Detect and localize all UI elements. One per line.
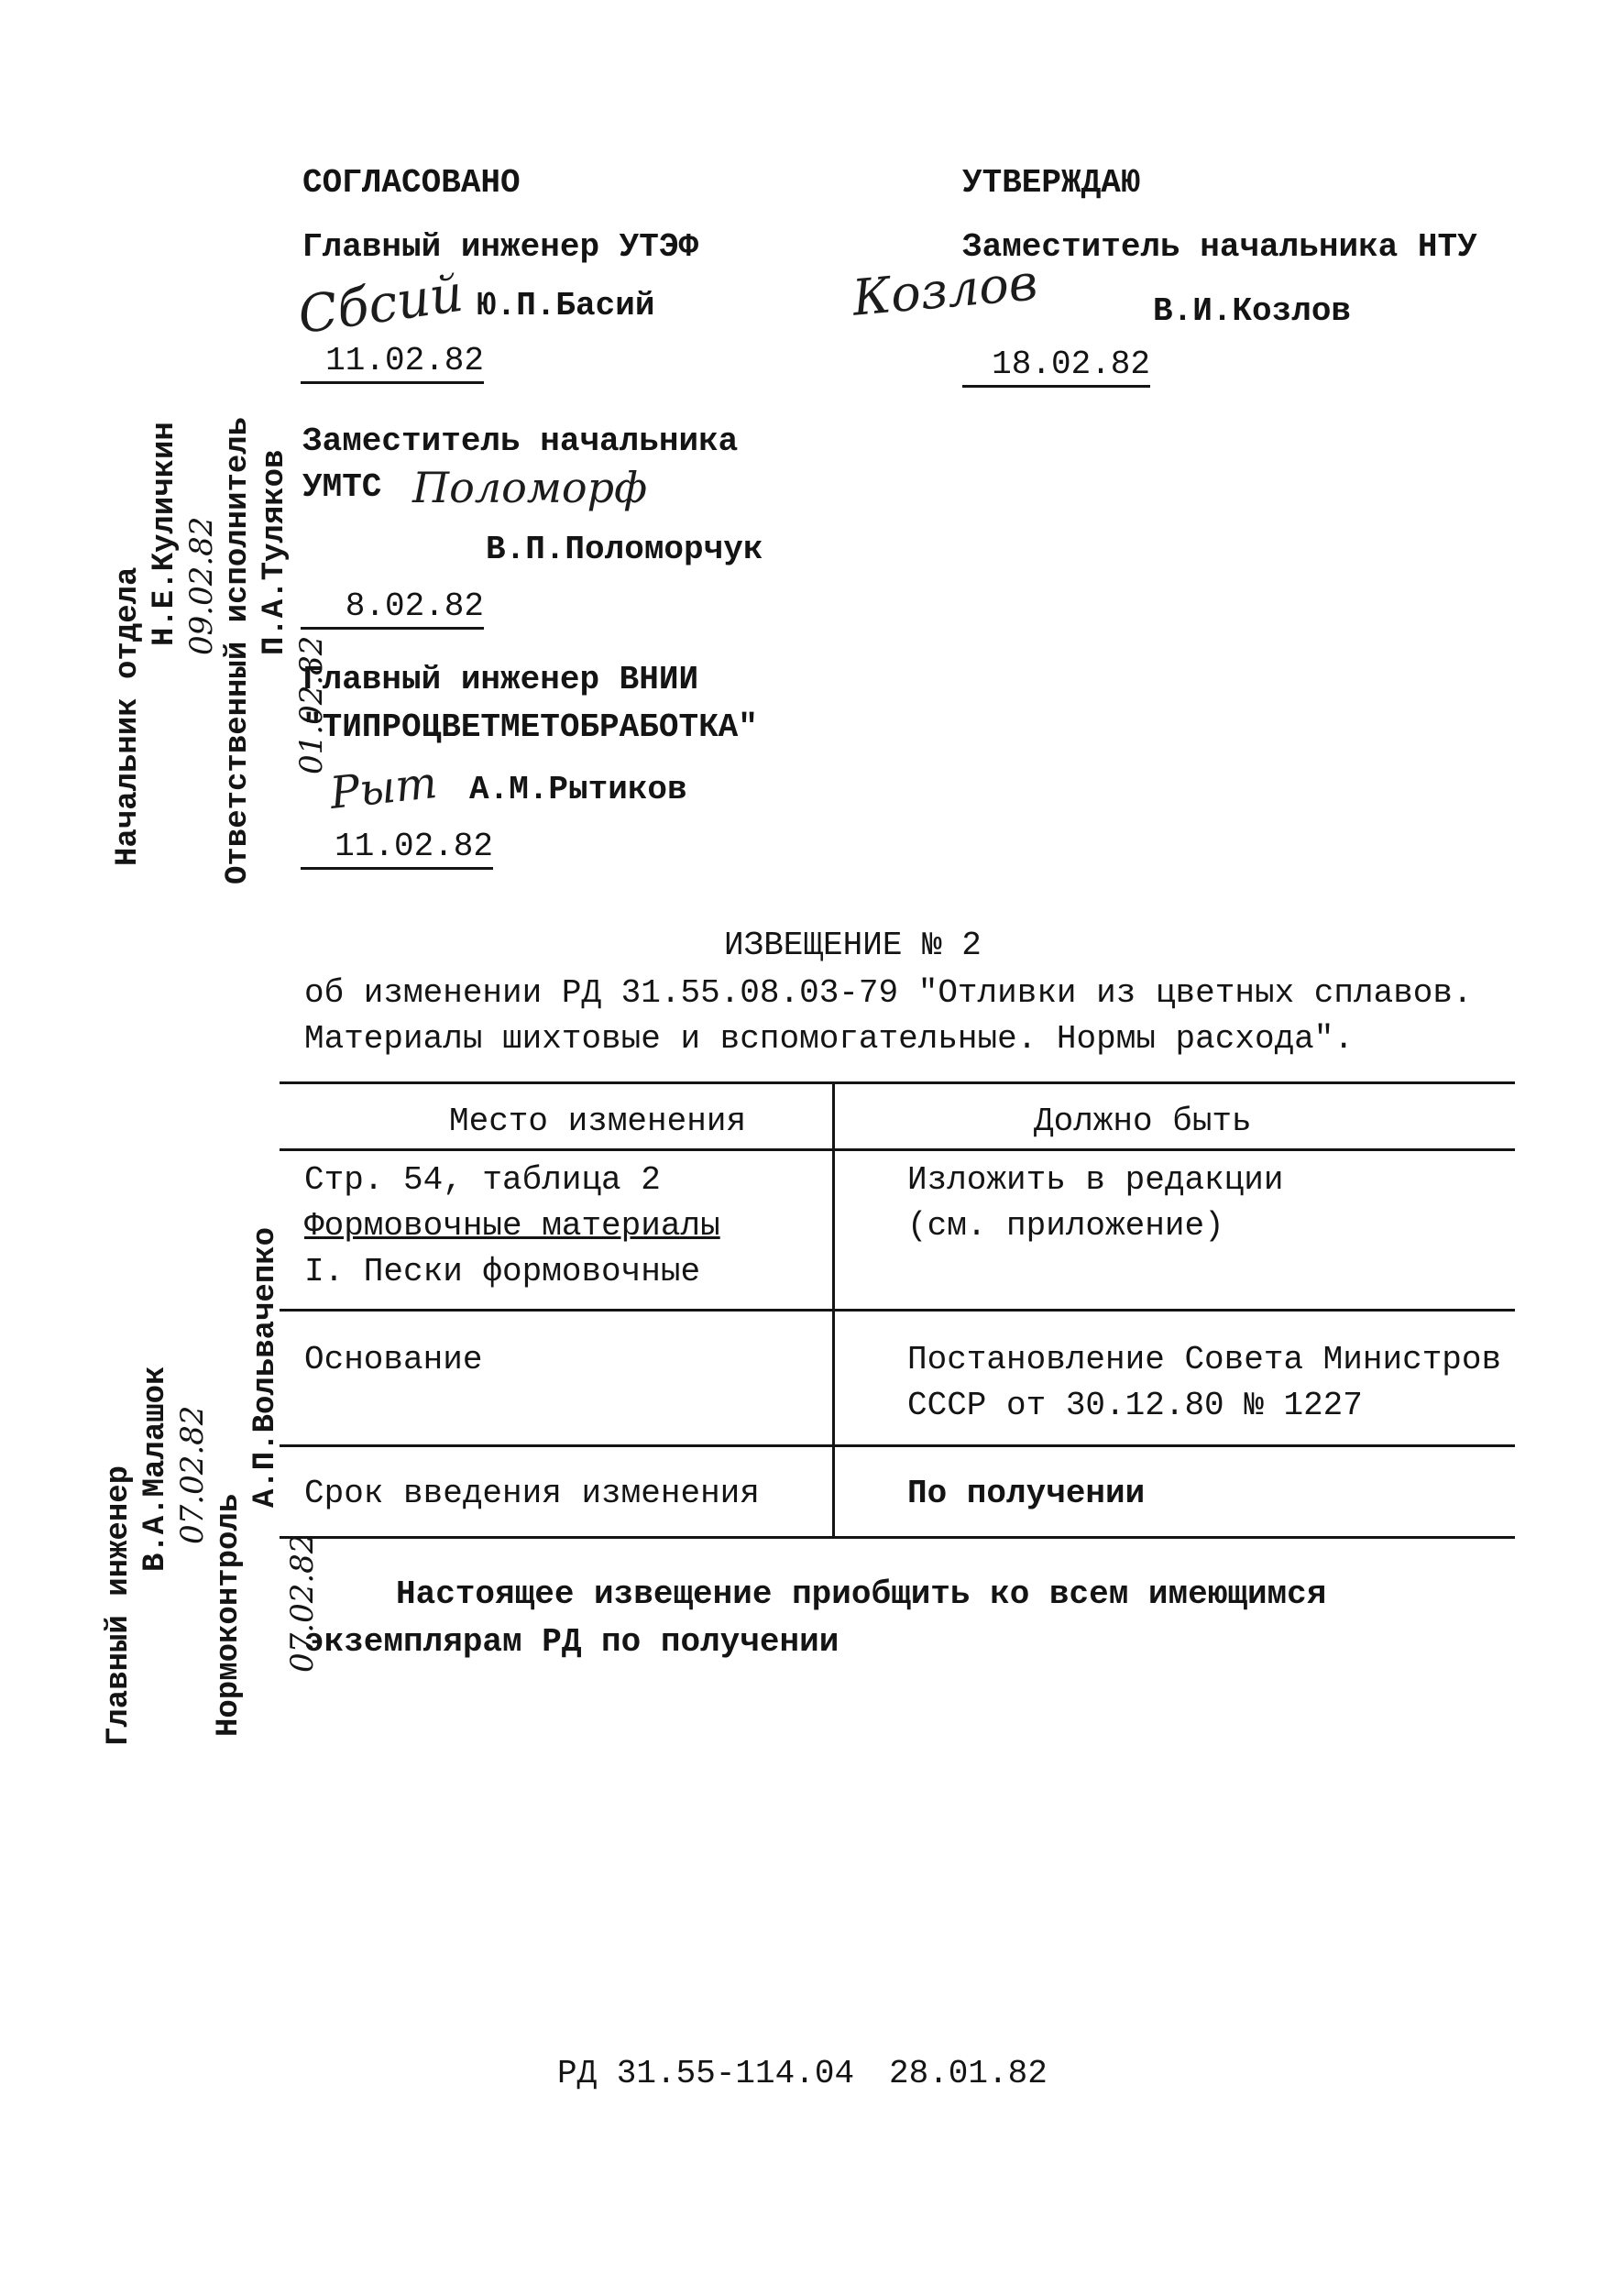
signer-3-name: А.М.Рытиков (469, 771, 687, 808)
margin-lower-line4: А.П.Вольвачепко (248, 1226, 283, 1508)
approver-title: Заместитель начальника НТУ (962, 228, 1477, 266)
table-rule-row1 (280, 1309, 1515, 1312)
approved-heading: УТВЕРЖДАЮ (962, 164, 1141, 202)
table-row1-right-line1: Изложить в редакции (907, 1161, 1284, 1199)
approver-name: В.И.Козлов (1153, 292, 1352, 330)
table-rule-bottom (280, 1536, 1515, 1539)
note-line1: Настоящее извещение приобщить ко всем имеющимся (396, 1575, 1327, 1613)
agreed-heading: СОГЛАСОВАНО (302, 164, 521, 202)
approver-date: 18.02.82 (962, 345, 1150, 388)
signer-1-signature: Сбсий (294, 263, 467, 346)
margin-lower-line3: Нормоконтроль (212, 1493, 247, 1737)
signer-1-title: Главный инженер УТЭФ (302, 228, 699, 266)
table-row1-left-line3: I. Пески формовочные (304, 1253, 701, 1290)
signer-2-title: Заместитель начальника (302, 423, 739, 460)
margin-upper-line3: Ответственный исполнитель (221, 416, 256, 884)
margin-lower-date2: 07.02.82 (284, 1533, 321, 1673)
margin-upper-stamp (110, 417, 330, 903)
margin-lower-line1: Главный инженер (102, 1465, 137, 1746)
table-row1-right-line2: (см. приложение) (907, 1207, 1224, 1245)
approver-signature: Козлов (850, 253, 1040, 327)
table-row1-left-line2: Формовочные материалы (304, 1207, 720, 1245)
footer-date: 28.01.82 (889, 2055, 1048, 2092)
margin-upper-line2: Н.Е.Куличкин (148, 422, 182, 646)
signer-3-title: Главный инженер ВНИИ (302, 661, 699, 698)
signer-1-name: Ю.П.Басий (477, 287, 655, 324)
signer-3-org: "ТИПРОЦВЕТМЕТОБРАБОТКА" (302, 708, 758, 746)
table-row2-right-line2: СССР от 30.12.80 № 1227 (907, 1387, 1363, 1424)
margin-upper-line1: Начальник отдела (111, 566, 146, 866)
margin-upper-line4: П.А.Туляков (258, 449, 292, 655)
signer-3-date: 11.02.82 (301, 827, 493, 870)
table-row2-left: Основание (304, 1341, 483, 1378)
notice-subject-line1: об изменении РД 31.55.08.03-79 "Отливки из цветных сплавов. (304, 974, 1473, 1012)
margin-lower-date1: 07.02.82 (174, 1405, 211, 1544)
signer-2-signature: Поломорф (412, 463, 648, 512)
margin-upper-date1: 09.02.82 (183, 516, 220, 655)
table-row2-right-line1: Постановление Совета Министров (907, 1341, 1502, 1378)
signer-3-signature: Рыт (327, 757, 440, 819)
footer-doc-number: РД 31.55-114.04 (557, 2055, 855, 2092)
table-column-divider (832, 1081, 835, 1539)
table-header-should-be: Должно быть (1034, 1103, 1252, 1140)
note-line2: экземплярам РД по получении (304, 1623, 839, 1661)
notice-subject-line2: Материалы шихтовые и вспомогательные. Нормы расхода". (304, 1020, 1354, 1058)
table-rule-row2 (280, 1444, 1515, 1447)
signer-1-date: 11.02.82 (301, 341, 484, 384)
signer-2-date: 8.02.82 (301, 587, 484, 630)
table-rule-top (280, 1081, 1515, 1084)
margin-lower-line2: В.А.Малашок (138, 1366, 173, 1572)
table-rule-header (280, 1148, 1515, 1151)
signer-2-name: В.П.Поломорчук (486, 531, 763, 568)
signer-2-org: УМТС (302, 468, 382, 506)
table-row1-left-line1: Стр. 54, таблица 2 (304, 1161, 661, 1199)
table-header-place: Место изменения (449, 1103, 747, 1140)
table-row3-right: По получении (907, 1475, 1146, 1512)
margin-upper-date2: 01.02.82 (293, 635, 330, 774)
margin-lower-stamp (101, 1227, 321, 1755)
notice-title: ИЗВЕЩЕНИЕ № 2 (724, 927, 982, 964)
table-row3-left: Срок введения изменения (304, 1475, 760, 1512)
